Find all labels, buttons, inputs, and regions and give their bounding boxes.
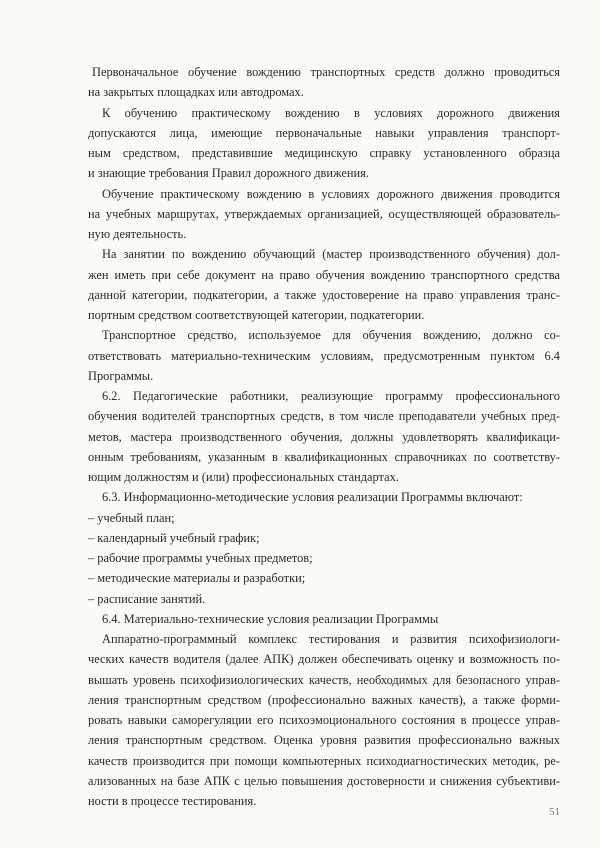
text-line: ответствовать материально-техническим условиям, предусмотренным пунктом 6.4 (88, 348, 560, 363)
text-line: К обучению практическому вождению в условиях дорожного движения (102, 105, 560, 120)
text-line: Обучение практическому вождению в условиях дорожного движения проводится (102, 186, 560, 201)
text-line: ления транспортным средством (профессионально важных качеств), а также форми- (88, 692, 560, 707)
text-line: – учебный план; (88, 510, 175, 525)
text-line: ющим должностям и (или) профессиональных стандартах. (88, 470, 399, 484)
text-line: – методические материалы и разработки; (88, 571, 306, 586)
text-line: жен иметь при себе документ на право обучения вождению транспортного средства (88, 267, 560, 282)
text-line: на учебных маршрутах, утверждаемых организацией, осуществляющей образователь- (88, 206, 560, 221)
page-number: 51 (549, 806, 560, 818)
text-line: Первоначальное обучение вождению транспортных средств должно проводиться (92, 65, 560, 79)
text-line: обучения водителей транспортных средств, в том числе преподаватели учебных пред- (88, 409, 560, 424)
document-body (88, 62, 560, 811)
text-line: метов, мастера производственного обучения, должны удовлетворять квалификаци- (88, 429, 560, 444)
text-line: ности в процессе тестирования. (88, 794, 257, 808)
text-line: На занятии по вождению обучающий (мастер производственного обучения) дол- (102, 247, 560, 262)
text-line: вышать уровень психофизиологических качеств, необходимых для безопасного управ- (88, 672, 560, 687)
text-line: ную деятельность. (88, 227, 187, 241)
text-line: на закрытых площадках или автодромах. (88, 85, 304, 100)
text-line: Программы. (88, 368, 154, 383)
text-line: и знающие требования Правил дорожного движения. (88, 166, 369, 181)
text-line: качеств производится при помощи компьютерных психодиагностических методик, ре- (88, 753, 560, 768)
text-line: Аппаратно-программный комплекс тестирования и развития психофизиологи- (102, 632, 560, 646)
text-line: 6.4. Материально-технические условия реализации Программы (102, 611, 439, 626)
text-line: – расписание занятий. (88, 591, 206, 606)
text-line: – календарный учебный график; (88, 530, 260, 545)
text-line: 6.2. Педагогические работники, реализующие программу профессионального (102, 389, 560, 403)
text-line: Транспортное средство, используемое для обучения вождению, должно со- (102, 328, 560, 343)
text-line: 6.3. Информационно-методические условия реализации Программы включают: (102, 490, 523, 505)
text-line: ным средством, представившие медицинскую справку установленного образца (88, 146, 560, 160)
text-line: данной категории, подкатегории, а также удостоверение на право управления транс- (88, 287, 560, 302)
text-line: онным требованиям, указанным в квалификационных справочниках по соответству- (88, 449, 560, 464)
text-line: ления транспортным средством. Оценка уровня развития профессионально важных (88, 733, 560, 748)
text-line: ческих качеств водителя (далее АПК) должен обеспечивать оценку и возможность по- (88, 652, 560, 667)
text-line: допускаются лица, имеющие первоначальные навыки управления транспорт- (88, 125, 560, 140)
text-line: ровать навыки саморегуляции его психоэмоционального состояния в процессе управ- (88, 713, 560, 727)
text-line: – рабочие программы учебных предметов; (88, 551, 313, 565)
text-line: портным средством соответствующей категории, подкатегории. (88, 308, 425, 322)
text-line: ализованных на базе АПК с целью повышения достоверности и снижения субъективи- (88, 773, 560, 788)
